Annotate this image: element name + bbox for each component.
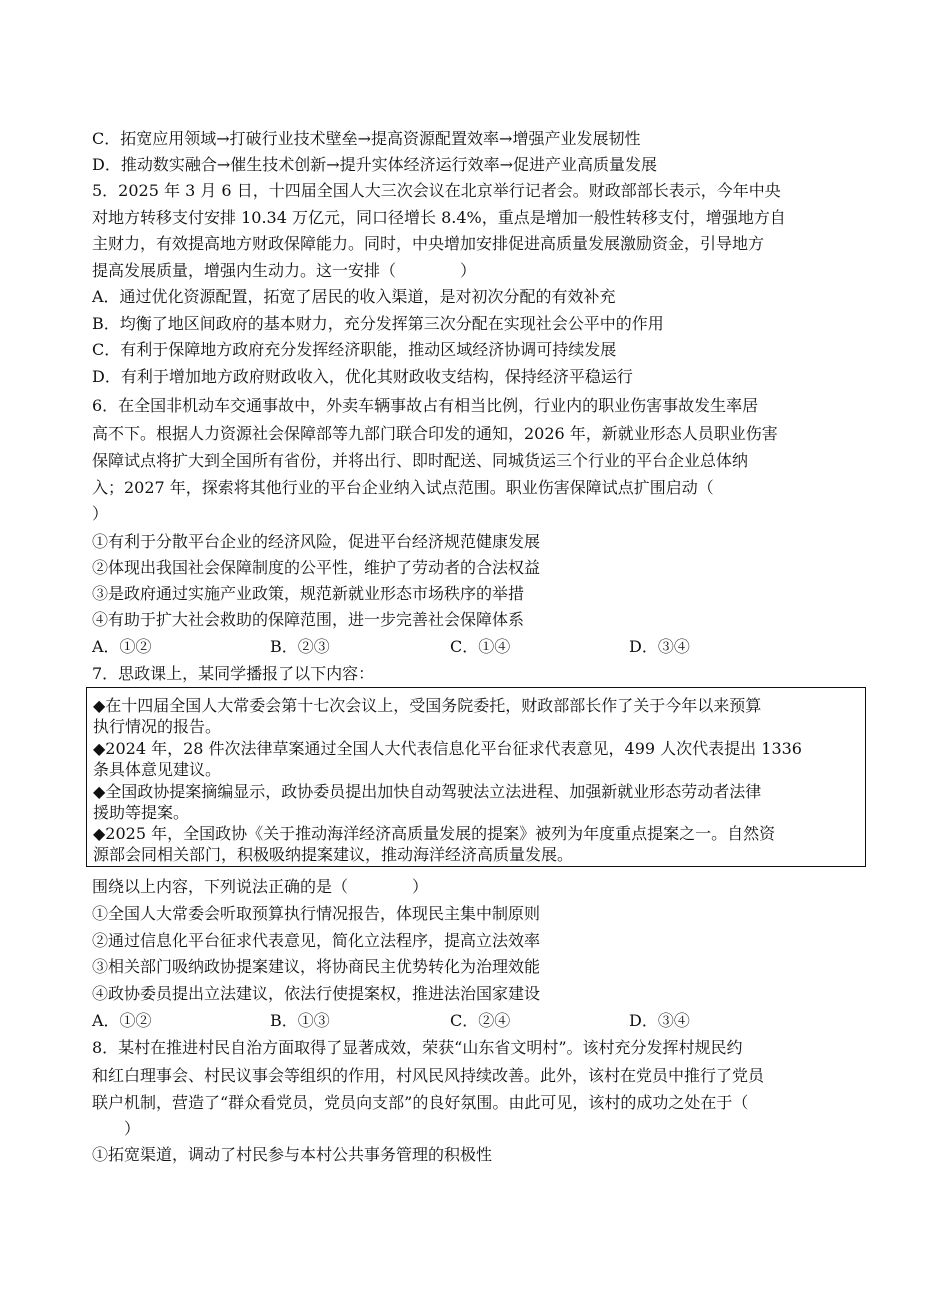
q7-material-line: ◆2025 年，全国政协《关于推动海洋经济高质量发展的提案》被列为年度重点提案之一。自然资 (93, 824, 776, 843)
q7-material-box (86, 687, 866, 867)
q7-choice-d: D．③④ (629, 1011, 690, 1030)
q7-choice-b: B．①③ (270, 1011, 330, 1030)
q5-stem-line: 提高发展质量，增强内生动力。这一安排（ ） (92, 261, 477, 280)
q6-stem-line: 高不下。根据人力资源社会保障部等九部门联合印发的通知，2026 年，新就业形态人员职业伤害 (92, 424, 778, 443)
q5-stem-line: 主财力，有效提高地方财政保障能力。同时，中央增加安排促进高质量发展激励资金，引导地方 (92, 234, 765, 253)
q7-question: 围绕以上内容，下列说法正确的是（ ） (92, 877, 429, 896)
q5-stem-line: 5．2025 年 3 月 6 日，十四届全国人大三次会议在北京举行记者会。财政部部长表示，今年中央 (92, 181, 781, 200)
q7-material-line: 援助等提案。 (93, 803, 190, 822)
q7-stem: 7．思政课上，某同学播报了以下内容： (92, 664, 375, 683)
q5-stem-line: 对地方转移支付安排 10.34 万亿元，同口径增长 8.4%，重点是增加一般性转移支付，增强地方自 (92, 208, 786, 227)
q6-stem-line: 入；2027 年，探索将其他行业的平台企业纳入试点范围。职业伤害保障试点扩围启动（ (92, 478, 714, 497)
q8-stem-line: 联户机制，营造了“群众看党员，党员向支部”的良好氛围。由此可见，该村的成功之处在于（ (92, 1093, 749, 1112)
q6-stem-line: 6．在全国非机动车交通事故中，外卖车辆事故占有相当比例，行业内的职业伤害事故发生率居 (92, 396, 759, 415)
q8-stem-line: 8．某村在推进村民自治方面取得了显著成效，荣获“山东省文明村”。该村充分发挥村规民约 (92, 1038, 743, 1057)
q7-material-line: 条具体意见建议。 (93, 760, 222, 779)
q4-option-c: C．拓宽应用领域→打破行业技术壁垒→提高资源配置效率→增强产业发展韧性 (92, 129, 641, 148)
q6-choice-a: A．①② (92, 637, 152, 656)
q7-item-4: ④政协委员提出立法建议，依法行使提案权，推进法治国家建设 (92, 984, 541, 1003)
q6-stem-line: ） (92, 504, 109, 523)
q7-item-2: ②通过信息化平台征求代表意见，简化立法程序，提高立法效率 (92, 931, 541, 950)
q7-material-line: ◆在十四届全国人大常委会第十七次会议上，受国务院委托，财政部部长作了关于今年以来预算 (93, 696, 762, 715)
q5-option-d: D．有利于增加地方政府财政收入，优化其财政收支结构，保持经济平稳运行 (92, 367, 633, 386)
q8-stem-line: 和红白理事会、村民议事会等组织的作用，村风民风持续改善。此外，该村在党员中推行了党员 (92, 1066, 765, 1085)
q7-choice-a: A．①② (92, 1011, 152, 1030)
q7-item-3: ③相关部门吸纳政协提案建议，将协商民主优势转化为治理效能 (92, 957, 541, 976)
q7-material-line: ◆2024 年，28 件次法律草案通过全国人大代表信息化平台征求代表意见，499 人次代表提出 1336 (93, 739, 802, 758)
q6-choice-c: C．①④ (450, 637, 511, 656)
q7-material-line: 执行情况的报告。 (93, 717, 222, 736)
q7-material-line: 源部会同相关部门，积极吸纳提案建议，推动海洋经济高质量发展。 (93, 845, 574, 864)
q6-item-1: ①有利于分散平台企业的经济风险，促进平台经济规范健康发展 (92, 532, 541, 551)
q6-item-2: ②体现出我国社会保障制度的公平性，维护了劳动者的合法权益 (92, 558, 541, 577)
q6-choice-b: B．②③ (270, 637, 330, 656)
q8-stem-line: ） (92, 1119, 141, 1138)
q5-option-a: A．通过优化资源配置，拓宽了居民的收入渠道，是对初次分配的有效补充 (92, 287, 616, 306)
q8-item-1: ①拓宽渠道，调动了村民参与本村公共事务管理的积极性 (92, 1145, 493, 1164)
q7-choice-c: C．②④ (450, 1011, 511, 1030)
q6-choice-d: D．③④ (629, 637, 690, 656)
q4-option-d: D．推动数实融合→催生技术创新→提升实体经济运行效率→促进产业高质量发展 (92, 155, 658, 174)
q6-item-3: ③是政府通过实施产业政策，规范新就业形态市场秩序的举措 (92, 584, 525, 603)
q6-item-4: ④有助于扩大社会救助的保障范围，进一步完善社会保障体系 (92, 610, 525, 629)
q6-stem-line: 保障试点将扩大到全国所有省份，并将出行、即时配送、同城货运三个行业的平台企业总体纳 (92, 451, 749, 470)
q5-option-b: B．均衡了地区间政府的基本财力，充分发挥第三次分配在实现社会公平中的作用 (92, 314, 664, 333)
q5-option-c: C．有利于保障地方政府充分发挥经济职能，推动区域经济协调可持续发展 (92, 340, 617, 359)
q7-item-1: ①全国人大常委会听取预算执行情况报告，体现民主集中制原则 (92, 904, 541, 923)
q7-material-line: ◆全国政协提案摘编显示，政协委员提出加快自动驾驶法立法进程、加强新就业形态劳动者法律 (93, 782, 762, 801)
